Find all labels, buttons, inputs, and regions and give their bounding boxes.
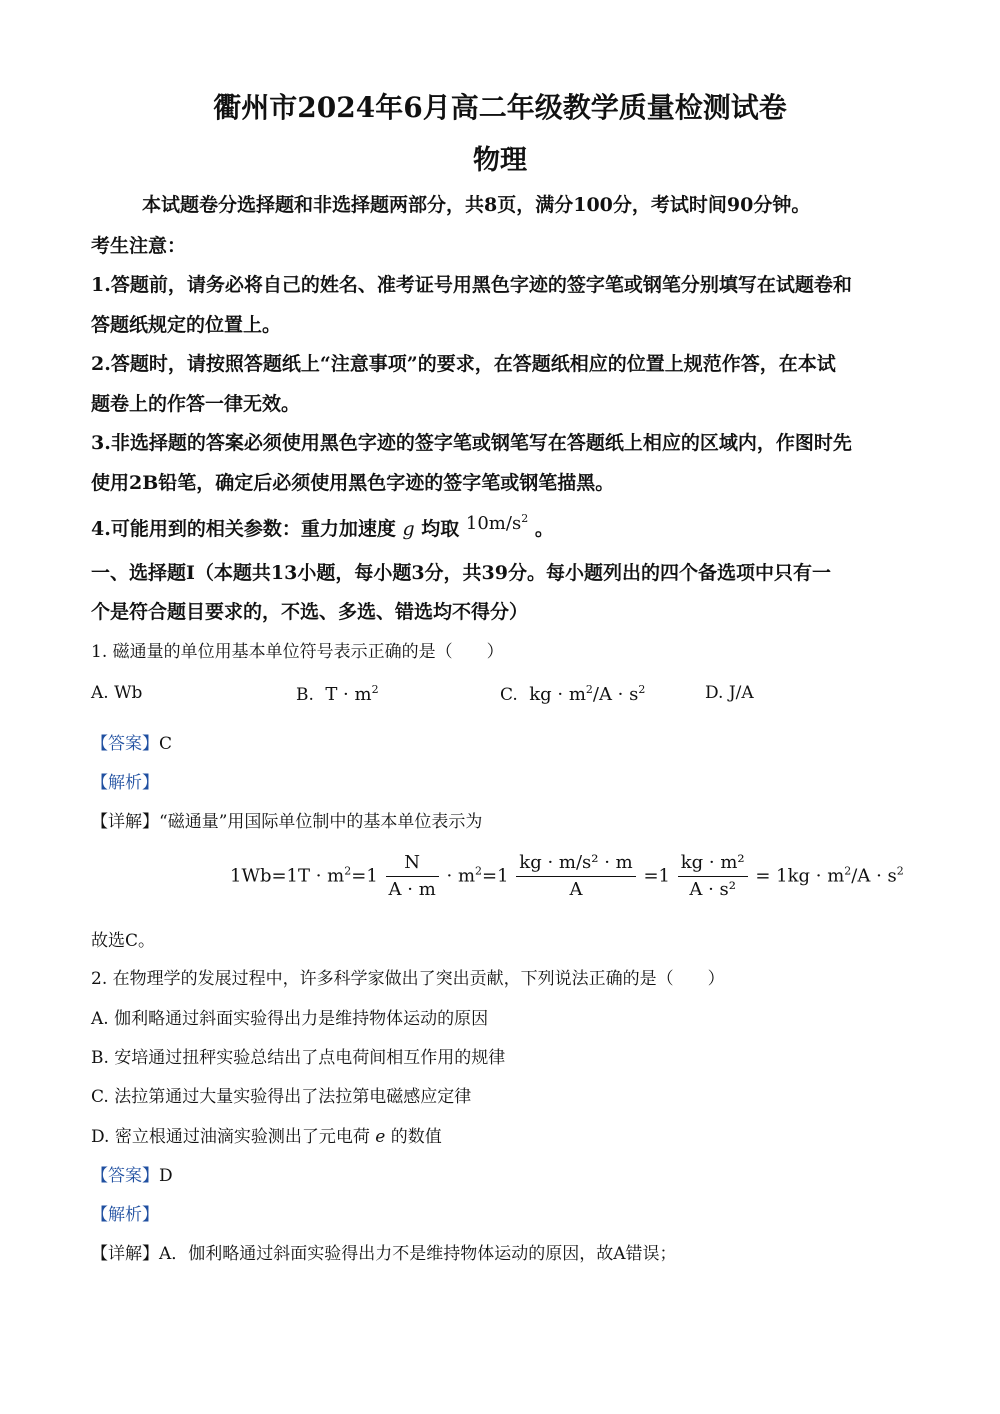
- subject-title: 物理: [473, 145, 527, 176]
- elementary-charge-symbol: e: [375, 1127, 386, 1147]
- notice-heading: 考生注意：: [91, 235, 187, 257]
- section-1-heading-line-2: 个是符合题目要求的，不选、多选、错选均不得分）: [91, 601, 529, 623]
- notice-item-2-line-1: 2.答题时，请按照答题纸上“注意事项”的要求，在答题纸相应的位置上规范作答，在本试: [91, 353, 836, 375]
- notice-item-1-line-1: 1.答题前，请务必将自己的姓名、准考证号用黑色字迹的签字笔或钢笔分别填写在试题卷和: [91, 274, 852, 296]
- notice-item-3-line-2: 使用2B铅笔，确定后必须使用黑色字迹的签字笔或钢笔描黑。: [91, 472, 615, 494]
- q2-stem: 2. 在物理学的发展过程中，许多科学家做出了突出贡献，下列说法正确的是（ ）: [91, 969, 725, 989]
- q2-option-c: C. 法拉第通过大量实验得出了法拉第电磁感应定律: [91, 1087, 472, 1107]
- notice-item-3-line-1: 3.非选择题的答案必须使用黑色字迹的签字笔或钢笔写在答题纸上相应的区域内，作图时先: [91, 432, 852, 454]
- exam-intro: 本试题卷分选择题和非选择题两部分，共8页，满分100分，考试时间90分钟。: [142, 194, 811, 216]
- notice-item-1-line-2: 答题纸规定的位置上。: [91, 314, 282, 336]
- answer-tag: 【答案】: [91, 1166, 159, 1186]
- detail-tag: 【详解】: [91, 1244, 159, 1264]
- q1-unit-formula: $1Wb=1T \cdot m^2=1$ $\frac{N}{A \cdot m}$ · $m^2=1$ $\frac{\text{kg · m/s² · m}}{A}$ =1 $\frac{\text{kg · m²}}{\text{A · s²}}$ = $1kg \cdot m^2/A \cdot s^2$: [230, 852, 904, 900]
- q1-option-c-unit: kg · $m^2/A \cdot s^2$: [529, 683, 646, 705]
- q1-answer: 【答案】C: [91, 734, 173, 754]
- q1-option-a: A. Wb: [91, 683, 143, 703]
- q1-option-c: C. kg · $m^2/A \cdot s^2$: [500, 683, 646, 705]
- detail-tag: 【详解】: [91, 812, 159, 832]
- formula-fraction-2: $\frac{\text{kg · m/s² · m}}{A}$: [516, 852, 635, 901]
- q1-option-d: D. J/A: [705, 683, 754, 703]
- section-1-heading-line-1: 一、选择题Ⅰ（本题共13小题，每小题3分，共39分。每小题列出的四个备选项中只有一: [91, 562, 831, 584]
- q1-conclusion: 故选C。: [91, 931, 156, 951]
- notice-item-4-prefix: 4.可能用到的相关参数：重力加速度: [91, 518, 396, 540]
- q2-option-b: B. 安培通过扭秤实验总结出了点电荷间相互作用的规律: [91, 1048, 506, 1068]
- q2-option-d: D. 密立根通过油滴实验测出了元电荷 e 的数值: [91, 1127, 442, 1147]
- answer-tag: 【答案】: [91, 734, 159, 754]
- q1-stem: 1. 磁通量的单位用基本单位符号表示正确的是（ ）: [91, 642, 504, 662]
- q1-analysis-tag: 【解析】: [91, 773, 159, 793]
- q2-detail: 【详解】A．伽利略通过斜面实验得出力不是维持物体运动的原因，故A错误；: [91, 1244, 677, 1264]
- gravity-symbol: g: [402, 518, 415, 540]
- q1-option-b: B. $T \cdot m^2$: [296, 683, 379, 705]
- q2-analysis-tag: 【解析】: [91, 1205, 159, 1225]
- gravity-value: $10m/s^2$: [465, 512, 529, 534]
- notice-item-2-line-2: 题卷上的作答一律无效。: [91, 393, 301, 415]
- q1-option-b-unit: $T \cdot m^2$: [325, 683, 379, 705]
- q1-detail: 【详解】“磁通量”用国际单位制中的基本单位表示为: [91, 812, 483, 832]
- q2-answer: 【答案】D: [91, 1166, 173, 1186]
- formula-fraction-3: $\frac{\text{kg · m²}}{\text{A · s²}}$: [678, 852, 748, 901]
- page-title: 衢州市2024年6月高二年级教学质量检测试卷: [213, 91, 787, 124]
- notice-item-4-end: 。: [534, 518, 554, 540]
- notice-item-4-mid: 均取: [421, 518, 460, 540]
- q2-option-a: A. 伽利略通过斜面实验得出力是维持物体运动的原因: [91, 1009, 489, 1029]
- notice-item-4: [91, 514, 554, 541]
- formula-fraction-1: $\frac{N}{A \cdot m}$: [386, 852, 439, 901]
